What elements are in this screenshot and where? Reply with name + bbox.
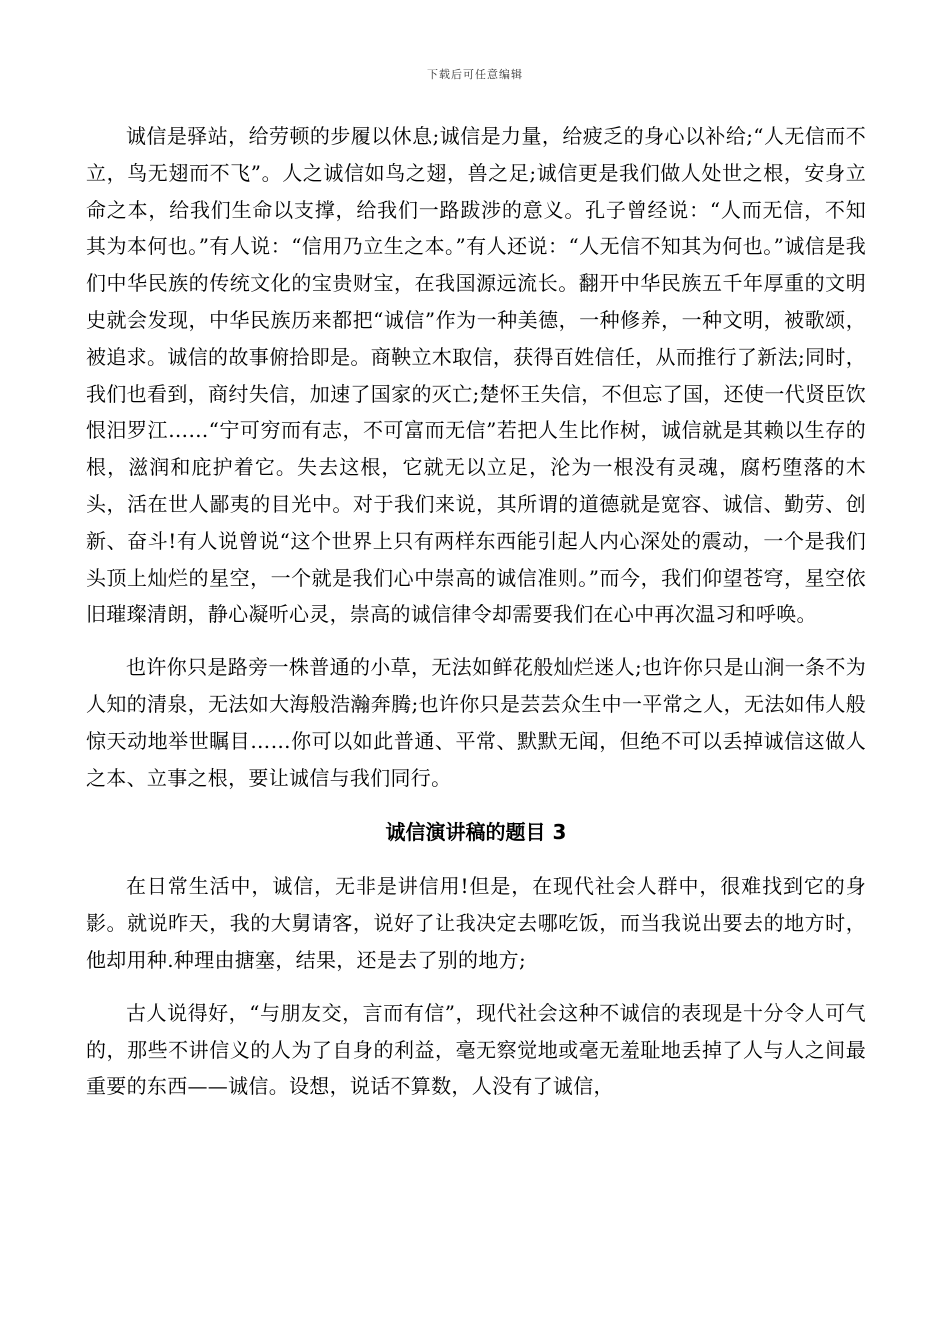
- document-body: [86, 118, 866, 1105]
- paragraph: 也许你只是路旁一株普通的小草，无法如鲜花般灿烂迷人;也许你只是山涧一条不为人知的清泉，无法如大海般浩瀚奔腾;也许你只是芸芸众生中一平常之人，无法如伟人般惊天动地举世瞩目……你可以如此普通、平常、默默无闻，但绝不可以丢掉诚信这做人之本、立事之根，要让诚信与我们同行。: [86, 655, 866, 790]
- page-header: 下载后可任意编辑: [427, 68, 523, 81]
- paragraph: 古人说得好，“与朋友交，言而有信”，现代社会这种不诚信的表现是十分令人可气的，那些不讲信义的人为了自身的利益，毫无察觉地或毫无羞耻地丢掉了人与人之间最重要的东西——诚信。设想，说话不算数，人没有了诚信，: [86, 1000, 866, 1099]
- section-heading: 诚信演讲稿的题目 3: [385, 820, 567, 845]
- paragraph: 诚信是驿站，给劳顿的步履以休息;诚信是力量，给疲乏的身心以补给;“人无信而不立，鸟无翅而不飞”。人之诚信如鸟之翅，兽之足;诚信更是我们做人处世之根，安身立命之本，给我们生命以支撑，给我们一路跋涉的意义。孔子曾经说：“人而无信，不知其为本何也。”有人说：“信用乃立生之本。”有人还说：“人无信不知其为何也。”诚信是我们中华民族的传统文化的宝贵财宝，在我国源远流长。翻开中华民族五千年厚重的文明史就会发现，中华民族历来都把“诚信”作为一种美德，一种修养，一种文明，被歌颂，被追求。诚信的故事俯拾即是。商鞅立木取信，获得百姓信任，从而推行了新法;同时，我们也看到，商纣失信，加速了国家的灭亡;楚怀王失信，不但忘了国，还使一代贤臣饮恨汨罗江……“宁可穷而有志，不可富而无信”若把人生比作树，诚信就是其赖以生存的根，滋润和庇护着它。失去这根，它就无以立足，沦为一根没有灵魂，腐朽堕落的木头，活在世人鄙夷的目光中。对于我们来说，其所谓的道德就是宽容、诚信、勤劳、创新、奋斗!有人说曾说“这个世界上只有两样东西能引起人内心深处的震动，一个是我们头顶上灿烂的星空，一个就是我们心中崇高的诚信准则。”而今，我们仰望苍穹，星空依旧璀璨清朗，静心凝听心灵，崇高的诚信律令却需要我们在心中再次温习和呼唤。: [86, 124, 866, 627]
- paragraph: 在日常生活中，诚信，无非是讲信用!但是，在现代社会人群中，很难找到它的身影。就说昨天，我的大舅请客，说好了让我决定去哪吃饭，而当我说出要去的地方时，他却用种.种理由搪塞，结果，还是去了别的地方;: [86, 874, 866, 972]
